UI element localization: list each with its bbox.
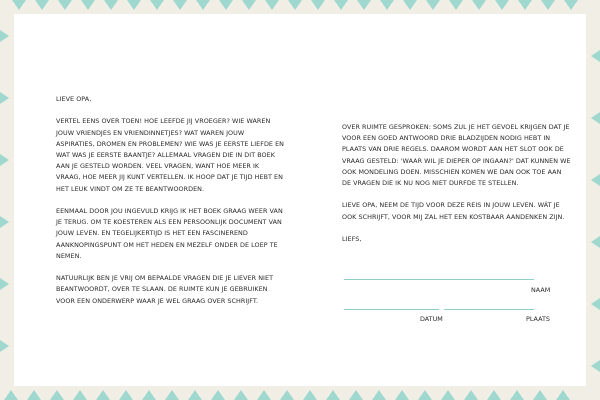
- border-triangle: [4, 390, 18, 400]
- border-triangle: [311, 0, 325, 10]
- border-triangle: [196, 0, 210, 10]
- paragraph: NATUURLIJK BEN JE VRIJ OM BEPAALDE VRAGEN DIE JE LIEVER NIET BEANTWOORDT, OVER TE SLAAN. DE RUIMTE KUN JE GEBRUIKEN VOOR EEN ONDERWERP WAAR JE WEL GRAAG OVER SCHRIJFT.: [56, 274, 274, 305]
- border-triangle: [0, 92, 9, 104]
- border-triangle: [165, 390, 179, 400]
- border-triangle: [280, 390, 294, 400]
- border-triangle: [591, 174, 600, 186]
- plaats-line[interactable]: [444, 309, 534, 310]
- border-triangle: [0, 278, 9, 290]
- top-triangle-border: [0, 0, 600, 14]
- border-triangle: [127, 0, 141, 10]
- border-triangle: [464, 390, 478, 400]
- border-triangle: [564, 0, 578, 10]
- border-triangle: [0, 216, 9, 228]
- border-triangle: [96, 390, 110, 400]
- border-triangle: [395, 390, 409, 400]
- border-triangle: [357, 0, 371, 10]
- datum-line[interactable]: [344, 309, 439, 310]
- closing: LIEFS,: [342, 235, 362, 243]
- border-triangle: [12, 0, 26, 10]
- border-triangle: [372, 390, 386, 400]
- salutation: LIEVE OPA,: [56, 95, 92, 103]
- border-triangle: [219, 0, 233, 10]
- border-triangle: [0, 154, 9, 166]
- border-triangle: [487, 390, 501, 400]
- border-triangle: [518, 0, 532, 10]
- border-triangle: [58, 0, 72, 10]
- paragraph: VERTEL EENS OVER TOEN! HOE LEEFDE JIJ VROEGER? WIE WAREN JOUW VRIENDJES EN VRIENDINNETJES? WAT WAREN JOUW ASPIRATIES, DROMEN EN PROBLEMEN? WIE WAS JE EERSTE LIEFDE EN WAT WAS JE EERSTE BAANTJE? ALLEMAAL VRAGEN DIE IN DIT BOEK AAN JE GESTELD WORDEN. VEEL VRAGEN, WANT HOE MEER IK VRAAG, HOE MEER JIJ KUNT VERTELLEN. IK HOOP DAT JE TIJD HEBT EN HET LEUK VINDT OM ZE TE BEANTWOORDEN.: [56, 117, 285, 193]
- border-triangle: [265, 0, 279, 10]
- border-triangle: [380, 0, 394, 10]
- border-triangle: [234, 390, 248, 400]
- left-column: [56, 94, 284, 318]
- border-triangle: [288, 0, 302, 10]
- border-triangle: [591, 360, 600, 372]
- border-triangle: [188, 390, 202, 400]
- border-triangle: [142, 390, 156, 400]
- border-triangle: [334, 0, 348, 10]
- border-triangle: [449, 0, 463, 10]
- letter-page: [14, 14, 586, 386]
- border-triangle: [472, 0, 486, 10]
- border-triangle: [510, 390, 524, 400]
- paragraph: OVER RUIMTE GESPROKEN: SOMS ZUL JE HET GEVOEL KRIJGEN DAT JE VOOR EEN GOED ANTWOORD DRIE BLADZIJDEN NODIG HEBT IN PLAATS VAN DRIE REGELS. DAAROM WORDT AAN HET SLOT OOK DE VRAAG GESTELD: 'WAAR WIL JE DIEPER OP INGAAN?' DAT KUNNEN WE OOK MONDELING DOEN. MISSCHIEN KOMEN WE DAN OOK TOE AAN DE VRAGEN DIE IK NU NOG NIET DURFDE TE STELLEN.: [342, 123, 571, 188]
- border-triangle: [73, 390, 87, 400]
- datum-label: DATUM: [420, 315, 443, 323]
- border-triangle: [326, 390, 340, 400]
- border-triangle: [591, 236, 600, 248]
- plaats-label: PLAATS: [526, 315, 550, 323]
- border-triangle: [403, 0, 417, 10]
- border-triangle: [556, 390, 570, 400]
- border-triangle: [591, 50, 600, 62]
- border-triangle: [591, 112, 600, 124]
- border-triangle: [418, 390, 432, 400]
- border-triangle: [27, 390, 41, 400]
- border-triangle: [533, 390, 547, 400]
- border-triangle: [104, 0, 118, 10]
- naam-label: NAAM: [531, 286, 551, 294]
- border-triangle: [0, 340, 9, 352]
- border-triangle: [119, 390, 133, 400]
- border-triangle: [257, 390, 271, 400]
- paragraph: LIEVE OPA, NEEM DE TIJD VOOR DEZE REIS IN JOUW LEVEN. WÁT JE OOK SCHRIJFT, VOOR MIJ ZAL HET EEN KOSTBAAR AANDENKEN ZIJN.: [342, 201, 565, 221]
- border-triangle: [211, 390, 225, 400]
- border-triangle: [541, 0, 555, 10]
- border-triangle: [81, 0, 95, 10]
- border-triangle: [173, 0, 187, 10]
- border-triangle: [303, 390, 317, 400]
- border-triangle: [426, 0, 440, 10]
- bottom-triangle-border: [0, 386, 600, 400]
- naam-line[interactable]: [344, 279, 534, 280]
- border-triangle: [242, 0, 256, 10]
- paragraph: EENMAAL DOOR JOU INGEVULD KRIJG IK HET BOEK GRAAG WEER VAN JE TERUG. OM TE KOESTEREN ALS EEN PERSOONLIJK DOCUMENT VAN JOUW LEVEN. EN TEGELIJKERTIJD IS HET EEN FASCINEREND AANKNOPINGSPUNT OM HET HEDEN EN MEZELF ONDER DE LOEP TE NEMEN.: [56, 207, 283, 260]
- border-triangle: [35, 0, 49, 10]
- border-triangle: [50, 390, 64, 400]
- border-triangle: [495, 0, 509, 10]
- right-column: [342, 122, 572, 256]
- border-triangle: [349, 390, 363, 400]
- border-triangle: [591, 298, 600, 310]
- border-triangle: [441, 390, 455, 400]
- border-triangle: [150, 0, 164, 10]
- border-triangle: [0, 30, 9, 42]
